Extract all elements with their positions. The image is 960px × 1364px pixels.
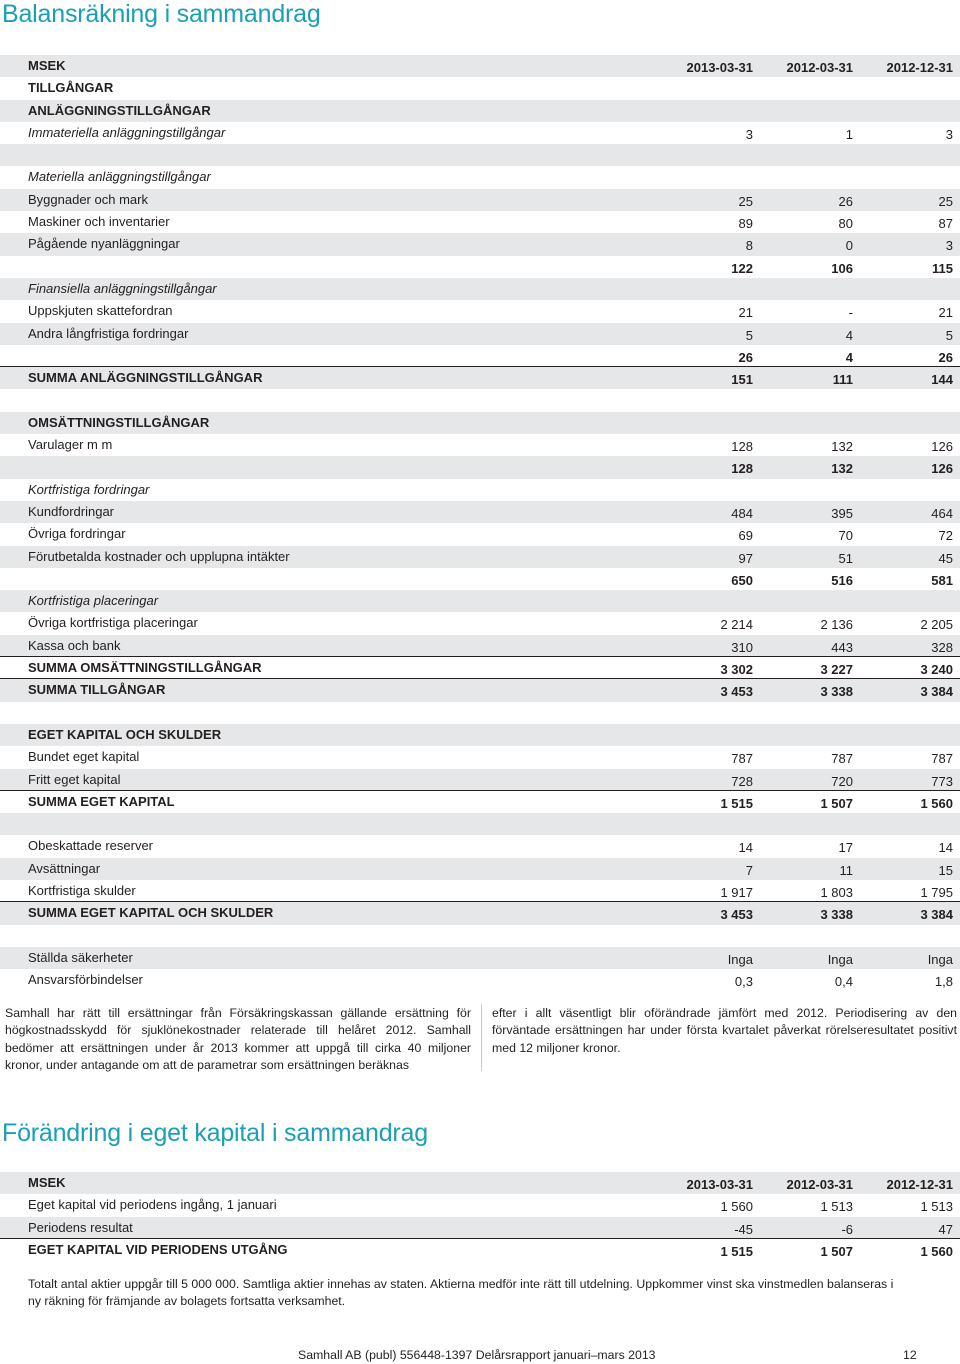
row-value-col-2: Inga bbox=[927, 951, 953, 967]
row-value-col-2: 87 bbox=[938, 216, 953, 232]
table-row bbox=[0, 880, 960, 902]
row-label: Förutbetalda kostnader och upplupna intäkter bbox=[28, 548, 290, 564]
equity-header-col-2012-03-31: 2012-03-31 bbox=[786, 1177, 853, 1192]
row-value-col-1: 51 bbox=[838, 550, 853, 566]
row-value-col-1: 1 513 bbox=[820, 1199, 853, 1215]
row-value-col-1: 132 bbox=[831, 439, 853, 455]
table-row bbox=[0, 1239, 960, 1261]
row-value-col-0: 3 453 bbox=[720, 907, 753, 923]
row-value-col-1: -6 bbox=[841, 1221, 853, 1237]
row-value-col-2: 5 bbox=[945, 327, 953, 343]
row-label: Kortfristiga fordringar bbox=[28, 481, 150, 497]
row-value-col-1: 11 bbox=[839, 862, 853, 878]
row-label: Kortfristiga skulder bbox=[28, 882, 136, 898]
row-value-col-0: 122 bbox=[731, 260, 753, 276]
table-row bbox=[0, 612, 960, 634]
equity-header-col-2012-12-31: 2012-12-31 bbox=[886, 1177, 953, 1192]
table-row bbox=[0, 947, 960, 969]
row-value-col-2: 3 240 bbox=[920, 662, 953, 678]
row-value-col-0: 728 bbox=[731, 773, 753, 789]
row-value-col-0: 7 bbox=[745, 862, 753, 878]
table-row bbox=[0, 969, 960, 991]
row-label: Uppskjuten skattefordran bbox=[28, 303, 173, 319]
row-value-col-2: 581 bbox=[931, 572, 953, 588]
row-value-col-0: 128 bbox=[731, 439, 753, 455]
row-value-col-2: 1 795 bbox=[920, 884, 953, 900]
table-row bbox=[0, 434, 960, 456]
equity-header-label: MSEK bbox=[28, 1175, 66, 1190]
row-value-col-2: 3 384 bbox=[920, 684, 953, 700]
row-value-col-1: 111 bbox=[832, 372, 853, 388]
row-value-col-1: 395 bbox=[831, 505, 853, 521]
table-row bbox=[0, 300, 960, 322]
row-value-col-2: 3 bbox=[945, 238, 953, 254]
row-value-col-1: 516 bbox=[831, 572, 853, 588]
table-row bbox=[0, 1194, 960, 1216]
row-value-col-0: 1 560 bbox=[720, 1199, 753, 1215]
row-value-col-1: 720 bbox=[831, 773, 853, 789]
row-value-col-0: 8 bbox=[745, 238, 753, 254]
row-value-col-2: 15 bbox=[938, 862, 953, 878]
row-label: Materiella anläggningstillgångar bbox=[28, 169, 211, 185]
table-header-row bbox=[0, 55, 960, 77]
row-value-col-0: 5 bbox=[745, 327, 753, 343]
row-label: SUMMA OMSÄTTNINGSTILLGÅNGAR bbox=[28, 660, 262, 676]
row-label: SUMMA ANLÄGGNINGSTILLGÅNGAR bbox=[28, 370, 263, 386]
note-left-column: Samhall har rätt till ersättningar från Försäkringskassan gällande ersättning för högkostnadsskydd för sjuklönekostnader relaterade till helåret 2012. Samhall bedömer att ersättningen under år 2013 kommer att uppgå till cirka 40 miljoner kronor, under antagande om att de parametrar som ersättningen beräknas bbox=[5, 1006, 471, 1073]
row-value-col-0: -45 bbox=[734, 1221, 753, 1237]
row-value-col-0: 151 bbox=[731, 372, 753, 388]
row-value-col-0: 26 bbox=[738, 349, 753, 365]
row-label: Andra långfristiga fordringar bbox=[28, 325, 189, 341]
table-row bbox=[0, 925, 960, 947]
page-number: 12 bbox=[903, 1348, 917, 1362]
row-label: Kassa och bank bbox=[28, 637, 121, 653]
row-value-col-1: Inga bbox=[827, 951, 853, 967]
equity-header-row bbox=[0, 1172, 960, 1194]
row-value-col-1: 70 bbox=[838, 528, 853, 544]
row-value-col-2: 1 513 bbox=[920, 1199, 953, 1215]
table-row bbox=[0, 367, 960, 389]
table-row bbox=[0, 858, 960, 880]
note-right-column: efter i allt väsentligt blir oförändrade jämfört med 2012. Periodisering av den förväntade ersättningen har under första kvartalet påverkat rörelseresultatet positivt med 12 miljoner kronor. bbox=[492, 1006, 957, 1055]
table-row bbox=[0, 724, 960, 746]
row-value-col-1: 0,4 bbox=[834, 974, 853, 990]
table-row bbox=[0, 769, 960, 791]
row-label: Byggnader och mark bbox=[28, 191, 148, 207]
row-value-col-2: 47 bbox=[938, 1221, 953, 1237]
equity-title: Förändring i eget kapital i sammandrag bbox=[2, 1119, 428, 1147]
row-label: EGET KAPITAL OCH SKULDER bbox=[28, 726, 222, 742]
row-value-col-2: 144 bbox=[931, 372, 953, 388]
row-value-col-0: Inga bbox=[727, 951, 753, 967]
row-label: Avsättningar bbox=[28, 860, 101, 876]
row-label: OMSÄTTNINGSTILLGÅNGAR bbox=[28, 414, 210, 430]
row-value-col-1: 0 bbox=[845, 238, 853, 254]
row-value-col-2: 126 bbox=[931, 461, 953, 477]
row-value-col-0: 3 302 bbox=[720, 662, 753, 678]
row-value-col-2: 787 bbox=[931, 751, 953, 767]
row-value-col-1: 443 bbox=[831, 639, 853, 655]
header-label: MSEK bbox=[28, 58, 66, 73]
table-row bbox=[0, 546, 960, 568]
table-row bbox=[0, 144, 960, 166]
table-row bbox=[0, 211, 960, 233]
row-value-col-0: 14 bbox=[738, 840, 753, 856]
table-row bbox=[0, 791, 960, 813]
table-row bbox=[0, 902, 960, 924]
table-row bbox=[0, 523, 960, 545]
row-value-col-1: 4 bbox=[845, 349, 853, 365]
table-row bbox=[0, 100, 960, 122]
header-col-2013-03-31: 2013-03-31 bbox=[686, 60, 753, 75]
row-value-col-1: 1 bbox=[845, 126, 853, 142]
row-value-col-0: 25 bbox=[738, 193, 753, 209]
row-value-col-0: 1 917 bbox=[720, 884, 753, 900]
equity-change-table bbox=[0, 1172, 960, 1261]
header-col-2012-03-31: 2012-03-31 bbox=[786, 60, 853, 75]
row-value-col-0: 484 bbox=[731, 505, 753, 521]
row-value-col-2: 2 205 bbox=[920, 617, 953, 633]
row-value-col-2: 1 560 bbox=[920, 1243, 953, 1259]
row-label: Ställda säkerheter bbox=[28, 949, 133, 965]
row-value-col-0: 0,3 bbox=[734, 974, 753, 990]
row-value-col-1: 3 227 bbox=[820, 662, 853, 678]
row-value-col-2: 25 bbox=[938, 193, 953, 209]
row-value-col-2: 14 bbox=[938, 840, 953, 856]
row-value-col-1: 1 803 bbox=[820, 884, 853, 900]
row-value-col-0: 1 515 bbox=[720, 1243, 753, 1259]
row-value-col-0: 97 bbox=[738, 550, 753, 566]
table-row bbox=[0, 501, 960, 523]
table-row bbox=[0, 323, 960, 345]
row-value-col-2: 1 560 bbox=[920, 795, 953, 811]
table-row bbox=[0, 679, 960, 701]
row-value-col-1: 4 bbox=[845, 327, 853, 343]
row-label: SUMMA EGET KAPITAL bbox=[28, 793, 175, 809]
row-value-col-1: 787 bbox=[831, 751, 853, 767]
table-row bbox=[0, 568, 960, 590]
row-label: Maskiner och inventarier bbox=[28, 214, 170, 230]
row-value-col-0: 128 bbox=[731, 461, 753, 477]
table-row bbox=[0, 702, 960, 724]
row-value-col-0: 69 bbox=[738, 528, 753, 544]
footer-text: Samhall AB (publ) 556448-1397 Delårsrapport januari–mars 2013 bbox=[298, 1348, 656, 1362]
row-value-col-1: - bbox=[848, 305, 853, 321]
row-label: Obeskattade reserver bbox=[28, 838, 154, 854]
table-row bbox=[0, 657, 960, 679]
table-row bbox=[0, 278, 960, 300]
row-label: Finansiella anläggningstillgångar bbox=[28, 280, 217, 296]
table-row bbox=[0, 389, 960, 411]
table-row bbox=[0, 479, 960, 501]
equity-header-col-2013-03-31: 2013-03-31 bbox=[686, 1177, 753, 1192]
row-label: Eget kapital vid periodens ingång, 1 januari bbox=[28, 1197, 277, 1213]
row-value-col-2: 126 bbox=[931, 439, 953, 455]
table-row bbox=[0, 166, 960, 188]
row-value-col-1: 1 507 bbox=[820, 1243, 853, 1259]
table-row bbox=[0, 189, 960, 211]
row-value-col-2: 26 bbox=[938, 349, 953, 365]
row-label: Ansvarsförbindelser bbox=[28, 972, 143, 988]
row-value-col-0: 89 bbox=[738, 216, 753, 232]
row-label: Övriga kortfristiga placeringar bbox=[28, 615, 198, 631]
table-row bbox=[0, 456, 960, 478]
row-label: EGET KAPITAL VID PERIODENS UTGÅNG bbox=[28, 1241, 288, 1257]
row-label: Kundfordringar bbox=[28, 503, 114, 519]
table-row bbox=[0, 412, 960, 434]
row-value-col-2: 115 bbox=[932, 260, 953, 276]
row-value-col-1: 3 338 bbox=[820, 684, 853, 700]
row-value-col-0: 21 bbox=[738, 305, 753, 321]
row-label: Periodens resultat bbox=[28, 1219, 133, 1235]
row-label: SUMMA TILLGÅNGAR bbox=[28, 682, 166, 698]
row-value-col-0: 1 515 bbox=[720, 795, 753, 811]
table-row bbox=[0, 122, 960, 144]
header-col-2012-12-31: 2012-12-31 bbox=[886, 60, 953, 75]
row-label: Kortfristiga placeringar bbox=[28, 593, 159, 609]
table-row bbox=[0, 256, 960, 278]
table-row bbox=[0, 1217, 960, 1239]
balance-title: Balansräkning i sammandrag bbox=[2, 0, 321, 28]
row-label: Pågående nyanläggningar bbox=[28, 236, 180, 252]
row-label: Bundet eget kapital bbox=[28, 749, 140, 765]
row-value-col-1: 80 bbox=[838, 216, 853, 232]
table-row bbox=[0, 233, 960, 255]
row-value-col-0: 3 bbox=[745, 126, 753, 142]
row-value-col-0: 2 214 bbox=[720, 617, 753, 633]
row-value-col-1: 3 338 bbox=[820, 907, 853, 923]
row-value-col-1: 106 bbox=[831, 260, 853, 276]
row-value-col-2: 773 bbox=[931, 773, 953, 789]
row-value-col-2: 3 384 bbox=[920, 907, 953, 923]
row-value-col-1: 17 bbox=[838, 840, 853, 856]
table-row bbox=[0, 590, 960, 612]
row-label: Immateriella anläggningstillgångar bbox=[28, 124, 226, 140]
table-row bbox=[0, 835, 960, 857]
row-label: Övriga fordringar bbox=[28, 526, 126, 542]
row-label: Varulager m m bbox=[28, 437, 113, 453]
table-row bbox=[0, 635, 960, 657]
row-label: TILLGÅNGAR bbox=[28, 80, 114, 96]
row-label: SUMMA EGET KAPITAL OCH SKULDER bbox=[28, 905, 274, 921]
row-value-col-0: 3 453 bbox=[720, 684, 753, 700]
row-value-col-1: 132 bbox=[831, 461, 853, 477]
table-row bbox=[0, 813, 960, 835]
row-value-col-1: 2 136 bbox=[820, 617, 853, 633]
row-label: Fritt eget kapital bbox=[28, 771, 121, 787]
row-value-col-2: 21 bbox=[938, 305, 953, 321]
row-value-col-2: 1,8 bbox=[934, 974, 953, 990]
row-value-col-1: 1 507 bbox=[820, 795, 853, 811]
balance-sheet-table bbox=[0, 55, 960, 991]
row-value-col-0: 650 bbox=[731, 572, 753, 588]
row-value-col-0: 787 bbox=[731, 751, 753, 767]
table-row bbox=[0, 746, 960, 768]
column-divider bbox=[481, 1004, 482, 1071]
row-value-col-2: 72 bbox=[938, 528, 953, 544]
row-value-col-2: 328 bbox=[931, 639, 953, 655]
row-value-col-1: 26 bbox=[838, 193, 853, 209]
table-row bbox=[0, 345, 960, 367]
row-value-col-2: 45 bbox=[938, 550, 953, 566]
row-label: ANLÄGGNINGSTILLGÅNGAR bbox=[28, 102, 211, 118]
row-value-col-0: 310 bbox=[731, 639, 753, 655]
row-value-col-2: 3 bbox=[945, 126, 953, 142]
equity-note: Totalt antal aktier uppgår till 5 000 000. Samtliga aktier innehas av staten. Aktierna medför inte rätt till utdelning. Uppkommer vinst ska vinstmedlen balanseras i ny räkning för främjande av bolagets fortsatta verksamhet. bbox=[28, 1277, 894, 1309]
table-row bbox=[0, 77, 960, 99]
row-value-col-2: 464 bbox=[931, 505, 953, 521]
